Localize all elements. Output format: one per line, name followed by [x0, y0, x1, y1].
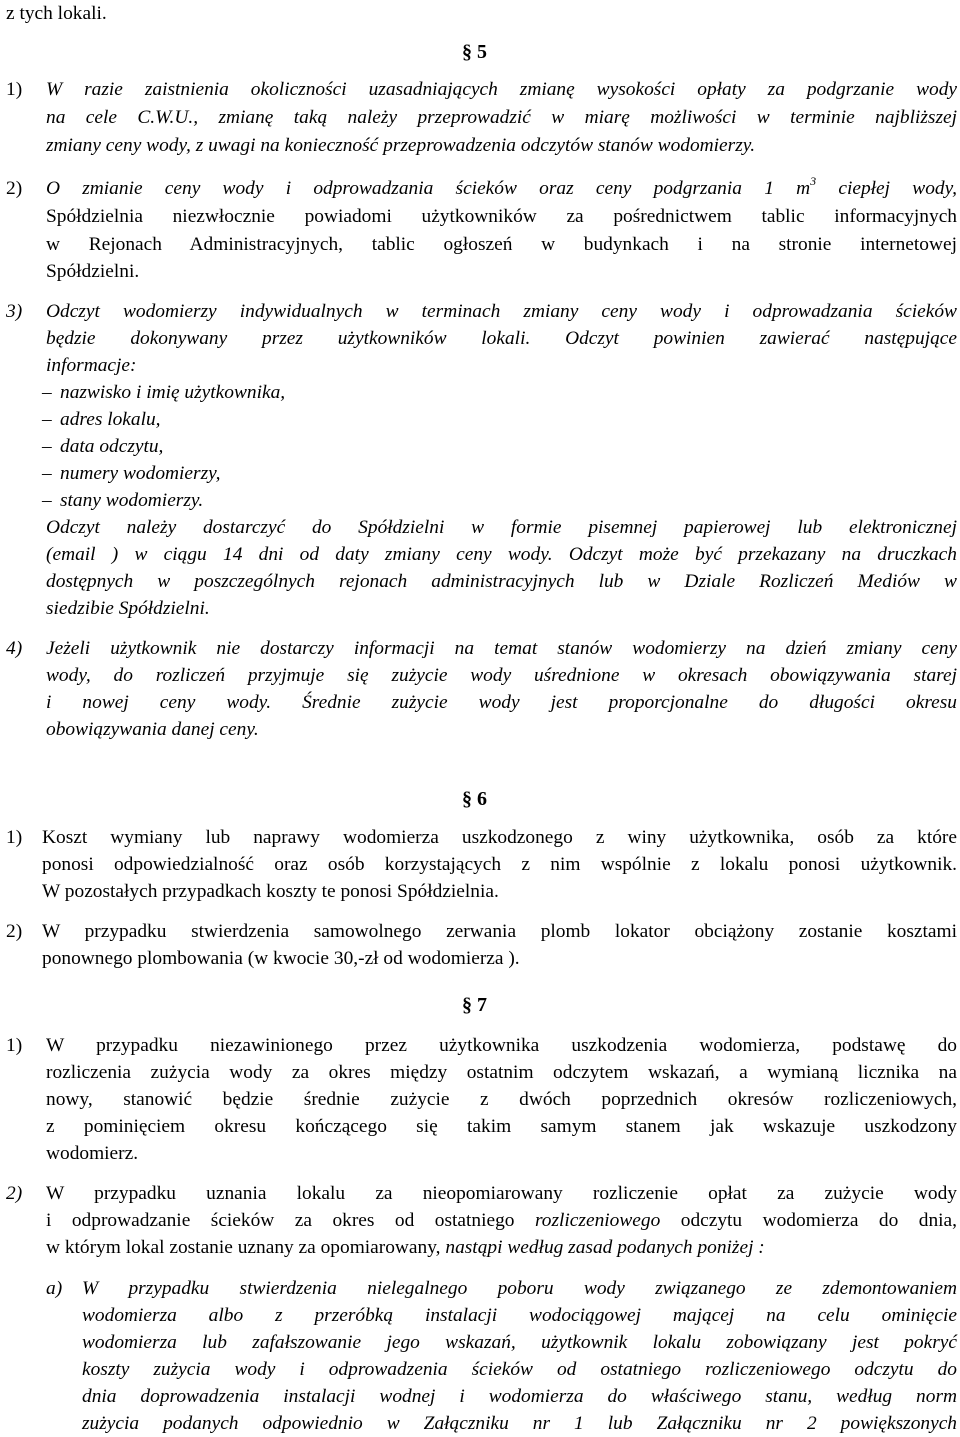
s5-p3-line4: Odczyt należy dostarczyć do Spółdzielni w formie pisemnej papierowej lub elektronicznej: [46, 517, 957, 538]
s5-p4-line1: Jeżeli użytkownik nie dostarczy informacji na temat stanów wodomierzy na dzień zmiany ceny: [46, 638, 957, 659]
s5-p2-number: 2): [6, 178, 23, 199]
s6-p2-line2: ponownego plombowania (w kwocie 30,-zł od wodomierza ).: [42, 948, 520, 969]
s6-p1-line2: ponosi odpowiedzialność oraz osób korzystających z nim wspólnie z lokalu ponosi użytkownik.: [42, 854, 957, 875]
s5-p3-line6: dostępnych w poszczególnych rejonach administracyjnych lub w Dziale Rozliczeń Mediów w: [46, 571, 957, 592]
s5-p4-number: 4): [6, 638, 23, 659]
s5-p3-line5: (email ) w ciągu 14 dni od daty zmiany ceny wody. Odczyt może być przekazany na druczkach: [46, 544, 957, 565]
s6-p1-number: 1): [6, 827, 23, 848]
s7-p1-line1: W przypadku niezawinionego przez użytkownika uszkodzenia wodomierza, podstawę do: [46, 1035, 957, 1056]
s6-p2-line1: W przypadku stwierdzenia samowolnego zerwania plomb lokator obciążony zostanie kosztami: [42, 921, 957, 942]
s5-p3-number: 3): [6, 301, 23, 322]
s5-p4-line2: wody, do rozliczeń przyjmuje się zużycie wody uśrednione w okresach obowiązywania starej: [46, 665, 957, 686]
section-7-heading: § 7: [462, 994, 487, 1016]
s5-p1-number: 1): [6, 79, 23, 100]
s5-p3-item: stany wodomierzy.: [60, 490, 204, 511]
s5-p2-line4: Spółdzielni.: [46, 261, 140, 282]
s5-p1-line3: zmiany ceny wody, z uwagi na konieczność przeprowadzenia odczytów stanów wodomierzy.: [46, 135, 756, 156]
s5-p3-item: nazwisko i imię użytkownika,: [60, 382, 286, 403]
s7-pa-line6: zużycia podanych odpowiednio w Załączniku nr 1 lub Załączniku nr 2 powiększonych: [82, 1413, 957, 1434]
s5-p2-line1: O zmianie ceny wody i odprowadzania ścieków oraz ceny podgrzania 1 $m^3$ ciepłej wody,: [46, 174, 957, 199]
s5-p1-line2: na cele C.W.U., zmianę taką należy przeprowadzić w miarę możliwości w terminie najbliższej: [46, 107, 957, 128]
s7-p1-line3: nowy, stanowić będzie średnie zużycie z dwóch poprzednich okresów rozliczeniowych,: [46, 1089, 957, 1110]
s7-pa-line1: W przypadku stwierdzenia nielegalnego poboru wody związanego ze zdemontowaniem: [82, 1278, 957, 1299]
s7-pa-line3: wodomierza lub zafałszowanie jego wskazań, użytkownik lokalu zobowiązany jest pokryć: [82, 1332, 957, 1353]
list-dash: –: [42, 436, 52, 457]
s7-pa-line5: dnia doprowadzenia instalacji wodnej i wodomierza do właściwego stanu, według norm: [82, 1386, 957, 1407]
section-5-heading: § 5: [462, 41, 487, 63]
s7-pa-letter: a): [46, 1278, 63, 1299]
s6-p1-line1: Koszt wymiany lub naprawy wodomierza uszkodzonego z winy użytkownika, osób za które: [42, 827, 957, 848]
s7-p2-line2: i odprowadzanie ścieków za okres od ostatniego rozliczeniowego odczytu wodomierza do dnia,: [46, 1210, 957, 1231]
list-dash: –: [42, 463, 52, 484]
s5-p2-line3: w Rejonach Administracyjnych, tablic ogłoszeń w budynkach i na stronie internetowej: [46, 234, 957, 255]
s5-p2-line2: Spółdzielnia niezwłocznie powiadomi użytkowników za pośrednictwem tablic informacyjnych: [46, 206, 957, 227]
list-dash: –: [42, 409, 52, 430]
s7-p2-line1: W przypadku uznania lokalu za nieopomiarowany rozliczenie opłat za zużycie wody: [46, 1183, 957, 1204]
s7-p1-line4: z pominięciem okresu kończącego się takim samym stanem jak wskazuje uszkodzony: [46, 1116, 957, 1137]
s7-pa-line2: wodomierza albo z przeróbką instalacji wodociągowej mającej na celu ominięcie: [82, 1305, 957, 1326]
s5-p3-line3: informacje:: [46, 355, 137, 376]
list-dash: –: [42, 490, 52, 511]
list-dash: –: [42, 382, 52, 403]
s7-p1-number: 1): [6, 1035, 23, 1056]
s7-pa-line4: koszty zużycia wody i odprowadzenia ścieków od ostatniego rozliczeniowego odczytu do: [82, 1359, 957, 1380]
s5-p4-line4: obowiązywania danej ceny.: [46, 719, 259, 740]
s5-p3-line1: Odczyt wodomierzy indywidualnych w terminach zmiany ceny wody i odprowadzania ścieków: [46, 301, 957, 322]
s5-p3-item: data odczytu,: [60, 436, 164, 457]
s5-p4-line3: i nowej ceny wody. Średnie zużycie wody jest proporcjonalne do długości okresu: [46, 692, 957, 713]
s6-p1-line3: W pozostałych przypadkach koszty te ponosi Spółdzielnia.: [42, 881, 499, 902]
s5-p3-line7: siedzibie Spółdzielni.: [46, 598, 210, 619]
s7-p1-line5: wodomierz.: [46, 1143, 139, 1164]
continuation-line: z tych lokali.: [6, 3, 107, 24]
s7-p2-line3: w którym lokal zostanie uznany za opomiarowany, nastąpi według zasad podanych poniżej :: [46, 1237, 765, 1258]
s7-p2-number: 2): [6, 1183, 23, 1204]
section-6-heading: § 6: [462, 788, 487, 810]
s7-p1-line2: rozliczenia zużycia wody za okres między ostatnim odczytem wskazań, a wymianą licznika na: [46, 1062, 957, 1083]
s5-p1-line1: W razie zaistnienia okoliczności uzasadniających zmianę wysokości opłaty za podgrzanie wody: [46, 79, 957, 100]
s5-p3-item: adres lokalu,: [60, 409, 161, 430]
s6-p2-number: 2): [6, 921, 23, 942]
s5-p3-item: numery wodomierzy,: [60, 463, 221, 484]
s5-p3-line2: będzie dokonywany przez użytkowników lokali. Odczyt powinien zawierać następujące: [46, 328, 957, 349]
